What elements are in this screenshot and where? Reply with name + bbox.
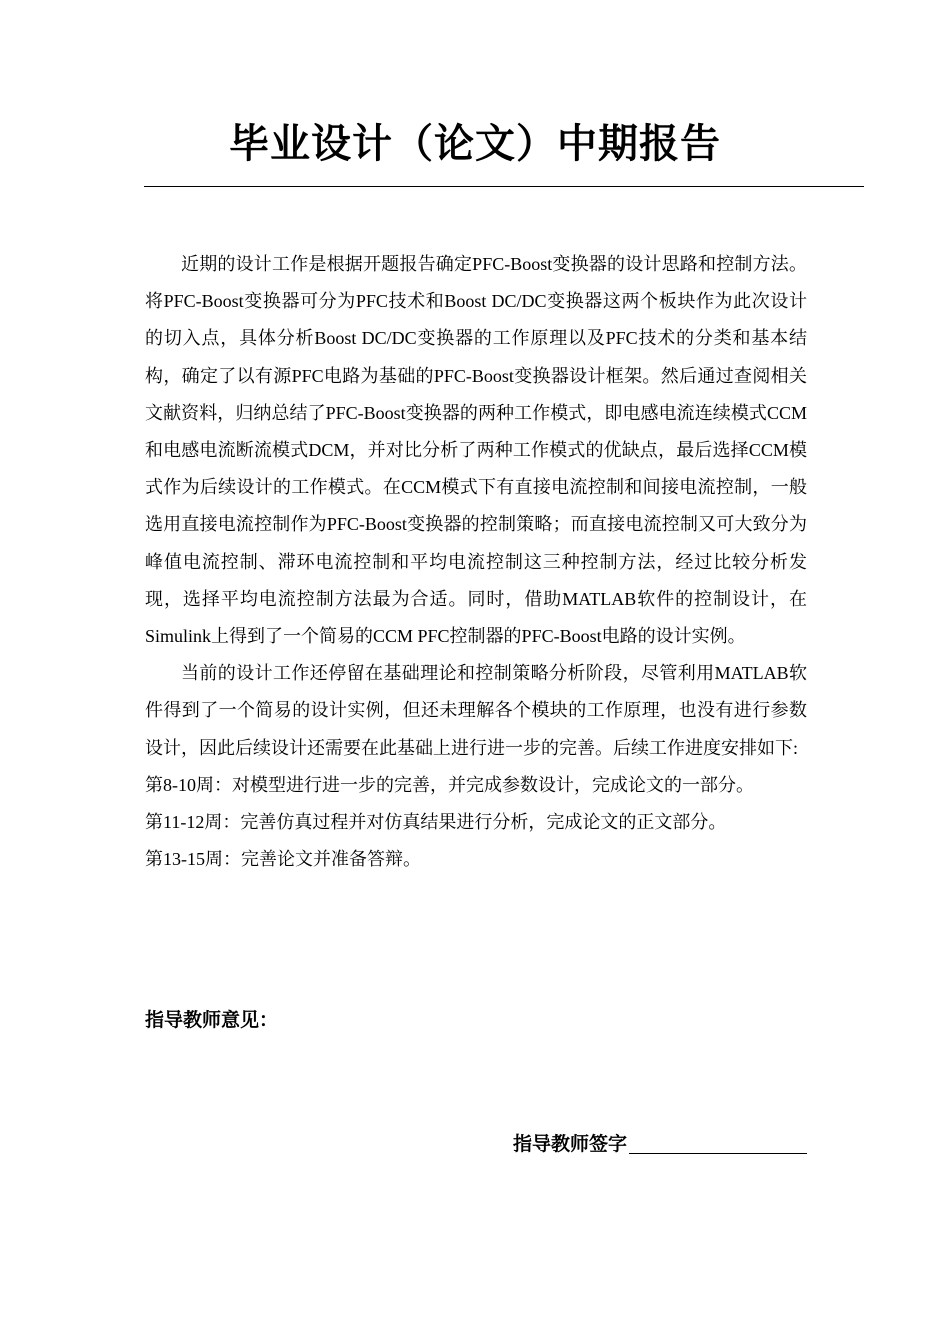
advisor-signature-label: 指导教师签字 — [512, 1133, 627, 1155]
advisor-opinion-heading: 指导教师意见： — [145, 1009, 279, 1031]
schedule-item-weeks-8-10: 第8-10周：对模型进行进一步的完善，并完成参数设计，完成论文的一部分。 — [145, 774, 754, 795]
advisor-signature — [513, 1128, 807, 1160]
schedule-list — [145, 767, 807, 879]
report-body — [145, 246, 807, 878]
title-divider — [144, 186, 864, 187]
paragraph-current-status: 当前的设计工作还停留在基础理论和控制策略分析阶段，尽管利用MATLAB软件得到了一个简易的设计实例，但还未理解各个模块的工作原理，也没有进行参数设计，因此后续设计还需要在此基础上进行进一步的完善。后续工作进度安排如下: — [145, 663, 807, 758]
schedule-item-weeks-11-12: 第11-12周：完善仿真过程并对仿真结果进行分析，完成论文的正文部分。 — [145, 812, 727, 833]
paragraph-progress-summary: 近期的设计工作是根据开题报告确定PFC-Boost变换器的设计思路和控制方法。将PFC-Boost变换器可分为PFC技术和Boost DC/DC变换器这两个板块作为此次设计的切入点，具体分析Boost DC/DC变换器的工作原理以及PFC技术的分类和基本结构，确定了以有源PFC电路为基础的PFC-Boost变换器设计框架。然后通过查阅相关文献资料，归纳总结了PFC-Boost变换器的两种工作模式，即电感电流连续模式CCM和电感电流断流模式DCM，并对比分析了两种工作模式的优缺点，最后选择CCM模式作为后续设计的工作模式。在CCM模式下有直接电流控制和间接电流控制，一般选用直接电流控制作为PFC-Boost变换器的控制策略；而直接电流控制又可大致分为峰值电流控制、滞环电流控制和平均电流控制这三种控制方法，经过比较分析发现，选择平均电流控制方法最为合适。同时，借助MATLAB软件的控制设计，在Simulink上得到了一个简易的CCM PFC控制器的PFC-Boost电路的设计实例。 — [145, 254, 807, 647]
signature-line — [629, 1131, 807, 1154]
schedule-item-weeks-13-15: 第13-15周：完善论文并准备答辩。 — [145, 849, 421, 870]
page-title: 毕业设计（论文）中期报告 — [229, 121, 721, 167]
